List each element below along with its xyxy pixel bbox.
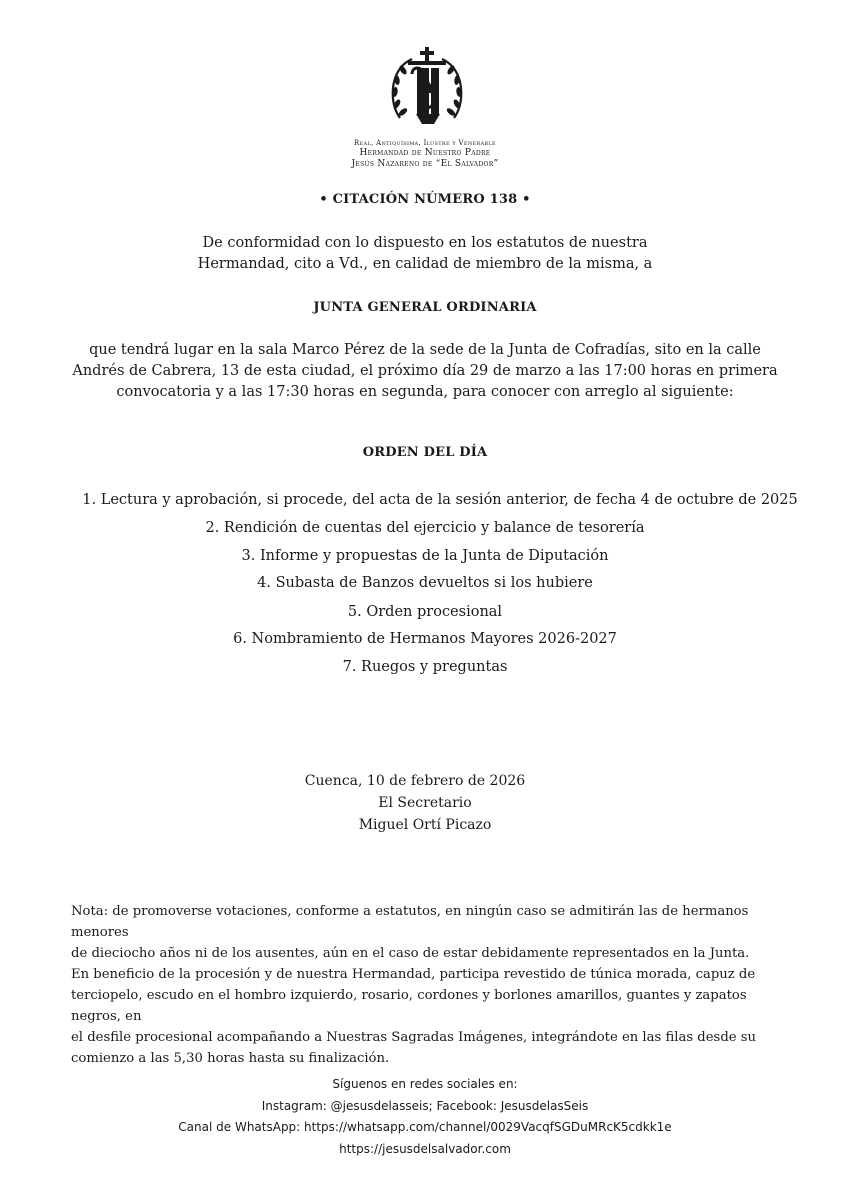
note-line-1: Nota: de promoverse votaciones, conforme a estatutos, en ningún caso se admitirán las de hermanos menores [71,904,749,940]
details-line-1: que tendrá lugar en la sala Marco Pérez de la sede de la Junta de Cofradías, sito en la calle [89,342,761,358]
details-line-2: Andrés de Cabrera, 13 de esta ciudad, el próximo día 29 de marzo a las 17:00 horas en primera [72,363,778,379]
note-line-2: de dieciocho años ni de los ausentes, aún en el caso de estar debidamente representados en la Junta. [71,946,750,961]
brotherhood-title-line-1: Real, Antiquísima, Ilustre y Venerable [353,139,496,147]
intro-line-1: De conformidad con lo dispuesto en los estatutos de nuestra [202,235,648,251]
details-line-3: convocatoria y a las 17:30 horas en segunda, para conocer con arreglo al siguiente: [116,384,734,400]
social-heading: Síguenos en redes sociales en: [332,1077,518,1091]
agenda-item: 4. Subasta de Banzos devueltos si los hubiere [257,575,593,591]
social-instagram-facebook: Instagram: @jesusdelasseis; Facebook: JesusdelasSeis [261,1099,589,1113]
meeting-title: JUNTA GENERAL ORDINARIA [313,300,537,315]
citation-title: • CITACIÓN NÚMERO 138 • [319,192,531,207]
note-line-3: En beneficio de la procesión y de nuestra Hermandad, participa revestido de túnica morada, capuz de [71,967,756,982]
agenda-item: 2. Rendición de cuentas del ejercicio y balance de tesorería [205,520,645,536]
agenda-item: 6. Nombramiento de Hermanos Mayores 2026-2027 [233,631,617,647]
note-line-5: el desfile procesional acompañando a Nuestras Sagradas Imágenes, integrándote en las filas desde su [71,1030,757,1045]
agenda-item: 5. Orden procesional [347,604,503,620]
note-paragraph [71,901,798,1069]
intro-line-2: Hermandad, cito a Vd., en calidad de miembro de la misma, a [197,256,653,272]
signature-role: El Secretario [378,795,472,811]
agenda-item: 7. Ruegos y preguntas [342,659,508,675]
brotherhood-title-line-2: Hermandad de Nuestro Padre [359,148,491,158]
agenda-item: 3. Informe y propuestas de la Junta de Diputación [241,548,609,564]
brotherhood-title-line-3: Jesús Nazareno de “El Salvador” [351,159,499,169]
brotherhood-emblem-icon [388,44,466,128]
signature-name: Miguel Ortí Picazo [358,817,492,833]
agenda-item: 1. Lectura y aprobación, si procede, del acta de la sesión anterior, de fecha 4 de octubre de 2025 [82,492,798,508]
website-link[interactable]: https://jesusdelsalvador.com [339,1142,511,1156]
note-line-4: terciopelo, escudo en el hombro izquierdo, rosario, cordones y borlones amarillos, guantes y zapatos negros, en [71,988,747,1024]
note-line-6: comienzo a las 5,30 horas hasta su finalización. [71,1051,390,1066]
agenda-title: ORDEN DEL DÍA [362,445,488,460]
signature-date: Cuenca, 10 de febrero de 2026 [304,773,526,789]
social-whatsapp-link[interactable]: Canal de WhatsApp: https://whatsapp.com/channel/0029VacqfSGDuMRcK5cdkk1e [178,1120,672,1134]
